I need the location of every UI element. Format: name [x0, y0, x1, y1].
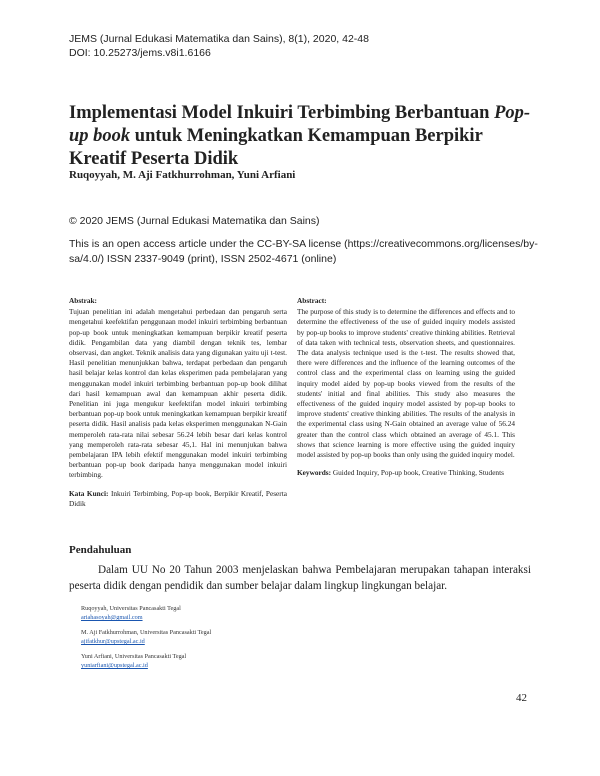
abstrak-text: Tujuan penelitian ini adalah mengetahui perbedaan dan pengaruh serta mengetahui keefektifan penggunaan model inkuiri terbimbing berbantuan pop-up book untuk meningkatkan kemampuan berpikir kreatif peserta didik. Pengambilan data yang diambil dengan teknik tes, lembar observasi, dan angket. Teknik analisis data yang digunakan yaitu uji t-test. Hasil penelitian menunjukkan bahwa, terdapat perbedaan dan pengaruh hasil belajar kelas kontrol dan kelas eksperimen pada pembelajaran yang menggunakan model inkuiri terbimbing berbantuan pop-up book dilihat dari hasil kemampuan awal dan kemampuan akhir peserta didik. Penelitian ini juga mengukur keefektifan model inkuiri terbimbing berbantuan pop-up book untuk meningkatkan kemampuan berpikir kreatif peserta didik. Hasil analisis pada kelas eksperimen menggunakan N-Gain memperoleh rata-rata nilai sebesar 56.24 lebih besar dari kelas kontrol yang memperoleh rata-rata sebesar 45,1. Hal ini menunjukan bahwa pembelajaran IPA lebih efektif menggunakan model inkuiri terbimbing berbantuan pop-up book daripada hanya menggunakan model inkuiri terbimbing. — [69, 307, 287, 480]
abstrak-keywords-list: Inkuiri Terbimbing, Pop-up book, Berpikir Kreatif, Peserta Didik — [69, 488, 287, 508]
affiliation-3 — [81, 652, 186, 670]
license-notice: This is an open access article under the CC-BY-SA license (https://creativecommons.org/licenses/by-sa/4.0/) ISSN 2337-9049 (print), ISSN 2502-4671 (online) — [69, 238, 538, 265]
abstract-heading: Abstract: — [297, 296, 327, 305]
affiliation-name: Yuni Arfiani, Universitas Pancasakti Tegal — [81, 653, 187, 660]
title-part2: untuk Meningkatkan Kemampuan Berpikir Kreatif Peserta Didik — [69, 126, 483, 169]
abstract-keywords-list: Guided Inquiry, Pop-up book, Creative Thinking, Students — [331, 468, 504, 478]
abstract-keywords-label: Keywords: — [297, 468, 332, 478]
affiliation-email[interactable]: ariahasoyah@gmail.com — [81, 614, 143, 621]
affiliation-email[interactable]: ajifatkhur@upstegal.ac.id — [81, 638, 145, 645]
title-part1: Implementasi Model Inkuiri Terbimbing Berbantuan — [69, 103, 495, 123]
paper-title — [69, 102, 539, 171]
abstrak-heading: Abstrak: — [69, 296, 97, 305]
journal-doi: DOI: 10.25273/jems.v8i1.6166 — [69, 47, 211, 59]
affiliation-name: M. Aji Fatkhurrohman, Universitas Pancasakti Tegal — [81, 629, 212, 636]
section-title: Pendahuluan — [69, 544, 132, 556]
page-number: 42 — [516, 692, 527, 704]
affiliation-name: Ruqoyyah, Universitas Pancasakti Tegal — [81, 605, 181, 612]
journal-citation: JEMS (Jurnal Edukasi Matematika dan Sains), 8(1), 2020, 42-48 — [69, 33, 369, 45]
abstrak-column — [69, 296, 287, 509]
abstrak-keywords — [69, 489, 287, 509]
journal-header — [69, 32, 369, 60]
title-italic: Pop-up book — [69, 103, 531, 146]
section-text: Dalam UU No 20 Tahun 2003 menjelaskan bahwa Pembelajaran merupakan tahapan interaksi peserta didik dengan pendidik dan sumber belajar dalam lingkup lingkungan belajar. — [69, 564, 531, 592]
affiliation-email[interactable]: yuniarfiani@upstegal.ac.id — [81, 662, 148, 669]
abstract-column — [297, 296, 515, 478]
affiliation-2 — [81, 628, 211, 646]
authors: Ruqoyyah, M. Aji Fatkhurrohman, Yuni Arfiani — [69, 169, 296, 181]
abstract-text: The purpose of this study is to determine the differences and effects and to determine the effectiveness of the use of guided inquiry models assisted by pop-up books to improve students' creative thinking abilities. Retrieval of data taken with technical tests, observation sheets, and questionnaires. The data analysis technique used is the t-test. The results showed that, there were differences and the influence of the learning outcomes of the control class and the experimental class on learning using the guided inquiry model aided by pop-up books viewed from the results of the students' initial and final abilities. This study also measures the effectiveness of the guided inquiry model assisted by pop-up books to improve students' creative thinking abilities. The results of the analysis in the experimental class using N-Gain obtained an average value of 56.24 greater than the control class which obtained an average of 45.1. This shows that science learning is more effective using the guided inquiry model assisted by pop-up books than only using the guided inquiry model. — [297, 307, 515, 460]
abstract-keywords — [297, 468, 515, 478]
affiliation-1 — [81, 604, 181, 622]
abstrak-keywords-label: Kata Kunci: — [69, 488, 109, 498]
copyright-notice: © 2020 JEMS (Jurnal Edukasi Matematika dan Sains) — [69, 215, 320, 227]
